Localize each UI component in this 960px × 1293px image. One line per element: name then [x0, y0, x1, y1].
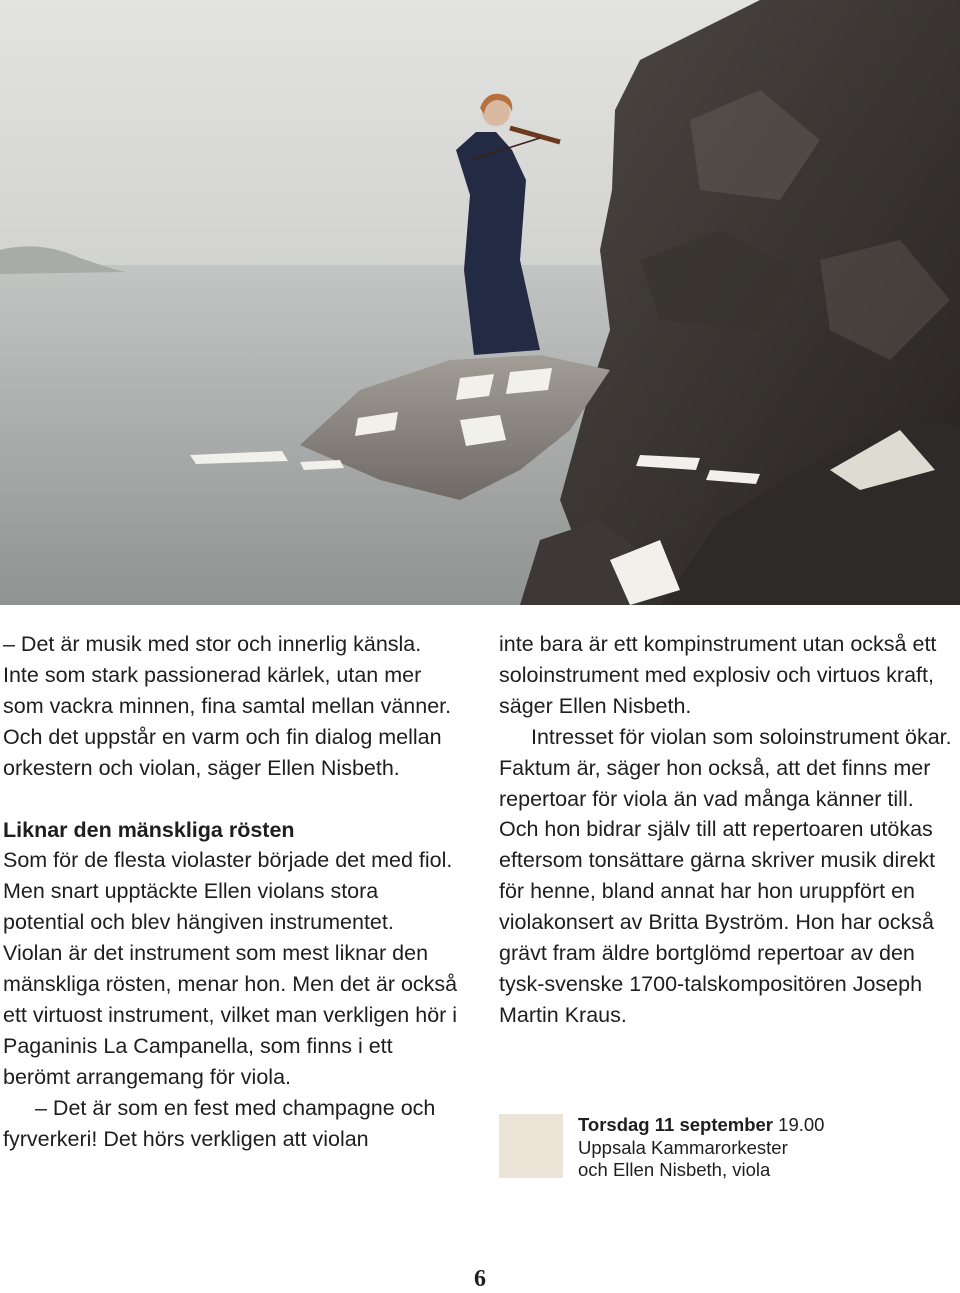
article-right-column [499, 629, 959, 1031]
event-date: Torsdag 11 september [578, 1114, 774, 1135]
event-info [499, 1114, 959, 1180]
paragraph: Som för de flesta violaster började det med fiol. Men snart upptäckte Ellen violans stora potential och blev hängiven instrumentet. Violan är det instrument som mest liknar den mänskliga rösten, menar hon. Men det är också ett virtuost instrument, vilket man verkligen hör i Paganinis La Campanella, som finns i ett berömt arrangemang för viola. [3, 848, 458, 1089]
section-heading: Liknar den mänskliga rösten [3, 817, 295, 842]
event-soloist: och Ellen Nisbeth, viola [578, 1159, 771, 1180]
hero-photo [0, 0, 960, 605]
event-text [578, 1114, 824, 1182]
article-left-column [3, 629, 458, 1155]
event-time: 19.00 [773, 1114, 825, 1135]
event-color-swatch [499, 1114, 563, 1178]
event-performer: Uppsala Kammarorkester [578, 1136, 788, 1158]
paragraph: inte bara är ett kompinstrument utan också ett soloinstrument med explosiv och virtuos kraft, säger Ellen Nisbeth. [499, 632, 937, 718]
paragraph: – Det är som en fest med champagne och fyrverkeri! Det hörs verkligen att violan [3, 1095, 436, 1151]
paragraph: – Det är musik med stor och innerlig känsla. Inte som stark passionerad kärlek, utan mer som vackra minnen, fina samtal mellan vänner. Och det uppstår en varm och fin dialog mellan orkestern och violan, säger Ellen Nisbeth. [3, 632, 452, 780]
page-number: 6 [474, 1266, 486, 1292]
paragraph: Intresset för violan som soloinstrument ökar. Faktum är, säger hon också, att det finns mer repertoar för viola än vad många känner till. Och hon bidrar själv till att repertoaren utökas eftersom tonsättare gärna skriver musik direkt för henne, bland annat har hon uruppfört en violakonsert av Britta Byström. Hon har också grävt fram äldre bortglömd repertoar av den tysk-svenske 1700-talskompositören Joseph Martin Kraus. [499, 724, 952, 1027]
